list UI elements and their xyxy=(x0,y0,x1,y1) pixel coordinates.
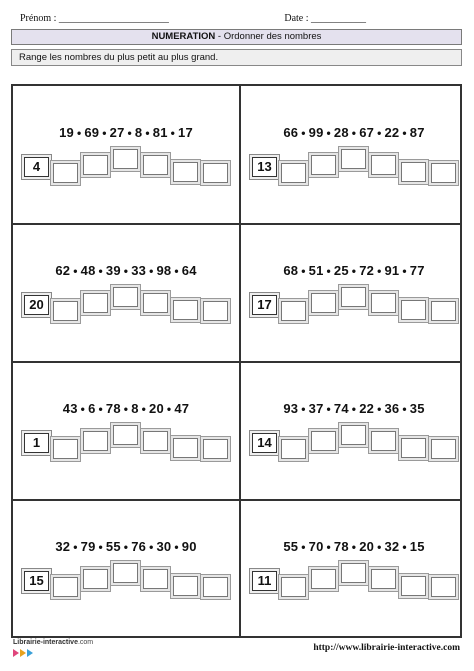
date-line: ___________ xyxy=(311,13,366,24)
answer-box[interactable] xyxy=(341,149,366,169)
separator-dot: • xyxy=(76,126,82,140)
number-value: 93 xyxy=(283,401,299,416)
number-value: 20 xyxy=(359,539,375,554)
separator-dot: • xyxy=(127,126,132,140)
separator-dot: • xyxy=(351,402,357,416)
number-value: 22 xyxy=(384,125,400,140)
instruction-bar xyxy=(11,49,462,66)
answer-box[interactable] xyxy=(143,293,168,313)
number-value: 68 xyxy=(283,263,299,278)
given-start-box: 15 xyxy=(24,571,49,591)
separator-dot: • xyxy=(351,264,357,278)
date-field[interactable] xyxy=(284,13,366,24)
answer-box[interactable] xyxy=(371,293,396,313)
separator-dot: • xyxy=(149,540,154,554)
separator-dot: • xyxy=(377,402,382,416)
answer-box[interactable] xyxy=(311,155,336,175)
separator-dot: • xyxy=(377,126,382,140)
answer-box[interactable] xyxy=(83,569,108,589)
answer-box[interactable] xyxy=(431,577,456,597)
answer-box[interactable] xyxy=(281,439,306,459)
number-value: 72 xyxy=(359,263,375,278)
separator-dot: • xyxy=(402,126,407,140)
number-value: 69 xyxy=(84,125,100,140)
number-value: 51 xyxy=(308,263,324,278)
separator-dot: • xyxy=(166,402,172,416)
answer-box[interactable] xyxy=(143,569,168,589)
answer-box[interactable] xyxy=(371,569,396,589)
separator-dot: • xyxy=(170,126,176,140)
numbers-to-order xyxy=(13,125,239,140)
number-value: 37 xyxy=(308,401,324,416)
number-value: 78 xyxy=(333,539,349,554)
answer-box[interactable] xyxy=(113,287,138,307)
number-value: 81 xyxy=(152,125,168,140)
separator-dot: • xyxy=(98,264,103,278)
number-value: 64 xyxy=(181,263,197,278)
separator-dot: • xyxy=(141,402,147,416)
answer-box[interactable] xyxy=(401,162,426,182)
answer-box[interactable] xyxy=(431,163,456,183)
number-value: 90 xyxy=(181,539,197,554)
number-value: 19 xyxy=(59,125,74,140)
answer-box[interactable] xyxy=(281,301,306,321)
answer-box[interactable] xyxy=(311,569,336,589)
answer-box[interactable] xyxy=(311,431,336,451)
number-value: 98 xyxy=(156,263,172,278)
separator-dot: • xyxy=(174,264,179,278)
number-value: 8 xyxy=(131,401,139,416)
instruction-text: Range les nombres du plus petit au plus grand. xyxy=(19,52,219,63)
number-value: 22 xyxy=(359,401,375,416)
number-value: 43 xyxy=(62,401,78,416)
answer-box[interactable] xyxy=(203,577,228,597)
separator-dot: • xyxy=(351,540,357,554)
separator-dot: • xyxy=(301,402,306,416)
separator-dot: • xyxy=(377,264,382,278)
separator-dot: • xyxy=(402,402,407,416)
answer-box[interactable] xyxy=(281,577,306,597)
number-value: 70 xyxy=(308,539,324,554)
number-value: 79 xyxy=(80,539,96,554)
separator-dot: • xyxy=(351,126,357,140)
number-value: 91 xyxy=(384,263,400,278)
number-value: 17 xyxy=(178,125,193,140)
answer-box[interactable] xyxy=(53,301,78,321)
separator-dot: • xyxy=(301,126,306,140)
answer-box[interactable] xyxy=(341,425,366,445)
answer-box[interactable] xyxy=(83,293,108,313)
exercise-cell xyxy=(13,224,239,361)
numbers-to-order xyxy=(13,539,239,554)
footer-brand xyxy=(13,639,93,659)
separator-dot: • xyxy=(80,402,86,416)
number-value: 30 xyxy=(156,539,172,554)
number-value: 28 xyxy=(333,125,349,140)
answer-box[interactable] xyxy=(431,301,456,321)
exercise-cell xyxy=(241,500,467,637)
title-topic: - Ordonner des nombres xyxy=(215,31,322,42)
separator-dot: • xyxy=(402,264,407,278)
answer-box[interactable] xyxy=(431,439,456,459)
given-start-box: 11 xyxy=(252,571,277,591)
number-value: 25 xyxy=(333,263,349,278)
answer-box[interactable] xyxy=(143,431,168,451)
number-value: 48 xyxy=(80,263,96,278)
numbers-to-order xyxy=(241,539,467,554)
given-start-box: 20 xyxy=(24,295,49,315)
number-value: 36 xyxy=(384,401,400,416)
separator-dot: • xyxy=(73,264,78,278)
separator-dot: • xyxy=(123,540,129,554)
separator-dot: • xyxy=(326,402,331,416)
answer-box[interactable] xyxy=(371,155,396,175)
given-start-box: 14 xyxy=(252,433,277,453)
answer-box[interactable] xyxy=(113,149,138,169)
number-value: 32 xyxy=(55,539,71,554)
answer-box[interactable] xyxy=(311,293,336,313)
separator-dot: • xyxy=(98,402,103,416)
brand-arrows-icon xyxy=(13,649,33,657)
exercise-grid xyxy=(11,84,462,638)
separator-dot: • xyxy=(402,540,407,554)
student-header xyxy=(20,13,454,27)
number-value: 67 xyxy=(359,125,375,140)
separator-dot: • xyxy=(145,126,150,140)
exercise-cell xyxy=(13,86,239,223)
prenom-field[interactable] xyxy=(20,13,169,24)
number-value: 32 xyxy=(384,539,400,554)
separator-dot: • xyxy=(326,264,331,278)
number-value: 74 xyxy=(333,401,349,416)
footer-brand-suffix: .com xyxy=(77,639,94,646)
answer-box[interactable] xyxy=(53,577,78,597)
number-value: 99 xyxy=(308,125,324,140)
separator-dot: • xyxy=(123,264,129,278)
numbers-to-order xyxy=(241,401,467,416)
separator-dot: • xyxy=(326,540,331,554)
worksheet-title xyxy=(11,29,462,45)
separator-dot: • xyxy=(301,540,306,554)
answer-box[interactable] xyxy=(203,301,228,321)
number-value: 35 xyxy=(409,401,425,416)
answer-box[interactable] xyxy=(173,576,198,596)
given-start-box: 13 xyxy=(252,157,277,177)
answer-box[interactable] xyxy=(281,163,306,183)
number-value: 47 xyxy=(174,401,190,416)
separator-dot: • xyxy=(149,264,154,278)
answer-box[interactable] xyxy=(341,287,366,307)
number-value: 55 xyxy=(283,539,299,554)
number-value: 39 xyxy=(105,263,121,278)
separator-dot: • xyxy=(73,540,78,554)
number-value: 8 xyxy=(134,125,143,140)
title-subject: NUMERATION xyxy=(151,31,216,42)
answer-box[interactable] xyxy=(173,162,198,182)
number-value: 76 xyxy=(131,539,147,554)
answer-box[interactable] xyxy=(401,300,426,320)
numbers-to-order xyxy=(13,263,239,278)
answer-box[interactable] xyxy=(83,155,108,175)
answer-box[interactable] xyxy=(371,431,396,451)
exercise-cell xyxy=(241,224,467,361)
separator-dot: • xyxy=(326,126,331,140)
prenom-label: Prénom : xyxy=(20,13,57,24)
number-value: 20 xyxy=(149,401,164,416)
exercise-cell xyxy=(13,500,239,637)
exercise-cell xyxy=(241,86,467,223)
prenom-line: ______________________ xyxy=(58,13,169,24)
given-start-box: 4 xyxy=(24,157,49,177)
separator-dot: • xyxy=(123,402,129,416)
answer-box[interactable] xyxy=(203,439,228,459)
separator-dot: • xyxy=(98,540,103,554)
number-value: 15 xyxy=(409,539,425,554)
exercise-cell xyxy=(13,362,239,499)
answer-box[interactable] xyxy=(53,439,78,459)
answer-box[interactable] xyxy=(203,163,228,183)
numbers-to-order xyxy=(241,263,467,278)
answer-box[interactable] xyxy=(401,576,426,596)
number-value: 66 xyxy=(283,125,299,140)
separator-dot: • xyxy=(301,264,306,278)
separator-dot: • xyxy=(102,126,107,140)
exercise-cell xyxy=(241,362,467,499)
answer-box[interactable] xyxy=(143,155,168,175)
number-value: 33 xyxy=(131,263,147,278)
number-value: 55 xyxy=(105,539,121,554)
answer-box[interactable] xyxy=(53,163,78,183)
date-label: Date : xyxy=(284,13,309,24)
answer-box[interactable] xyxy=(113,425,138,445)
given-start-box: 1 xyxy=(24,433,49,453)
answer-box[interactable] xyxy=(401,438,426,458)
number-value: 27 xyxy=(109,125,125,140)
number-value: 62 xyxy=(55,263,71,278)
footer-brand-name: Librairie-interactive xyxy=(13,639,78,646)
number-value: 87 xyxy=(409,125,425,140)
given-start-box: 17 xyxy=(252,295,277,315)
number-value: 77 xyxy=(409,263,425,278)
separator-dot: • xyxy=(377,540,382,554)
numbers-to-order xyxy=(241,125,467,140)
answer-box[interactable] xyxy=(83,431,108,451)
separator-dot: • xyxy=(174,540,179,554)
footer-url[interactable]: http://www.librairie-interactive.com xyxy=(313,643,460,653)
number-value: 6 xyxy=(88,401,96,416)
answer-box[interactable] xyxy=(113,563,138,583)
number-value: 78 xyxy=(105,401,121,416)
answer-box[interactable] xyxy=(173,300,198,320)
numbers-to-order xyxy=(13,401,239,416)
answer-box[interactable] xyxy=(173,438,198,458)
answer-box[interactable] xyxy=(341,563,366,583)
